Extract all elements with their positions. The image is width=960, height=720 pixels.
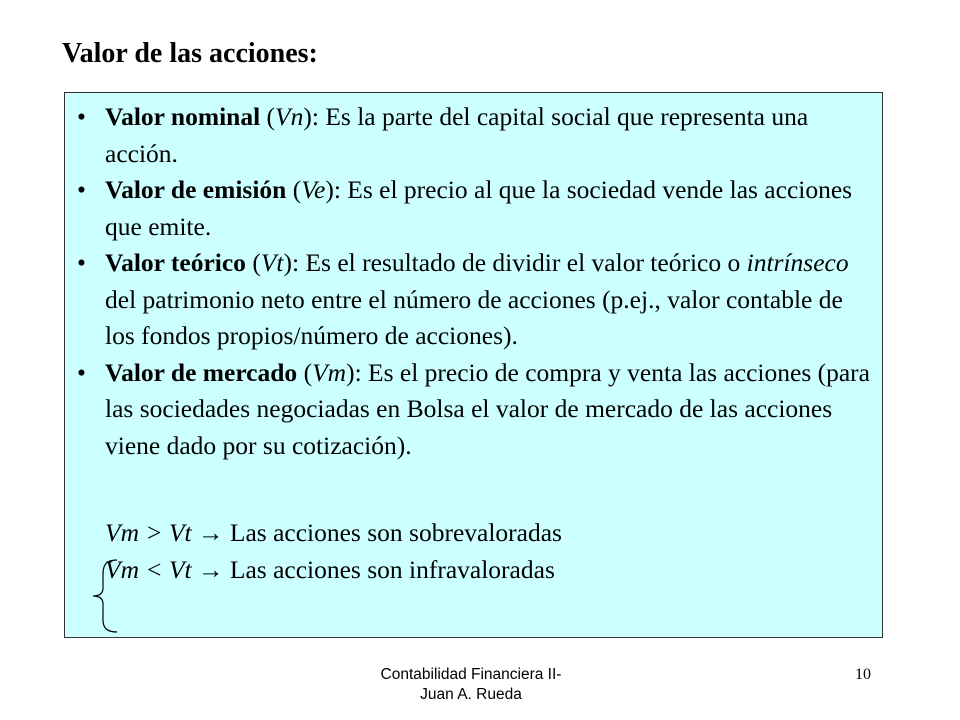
bullet-valor-emision: • Valor de emisión (Ve): Es el precio al que la sociedad vende las acciones que emite. (75, 172, 875, 245)
left-brace-icon (83, 558, 119, 634)
bullet-valor-teorico: • Valor teórico (Vt): Es el resultado de dividir el valor teórico o intrínseco del patrimonio neto entre el número de acciones (p.ej., valor contable de los fondos propios/número de acciones). (75, 245, 875, 355)
bullet-icon: • (77, 102, 86, 131)
rule-undervalued: Vm < Vt → Las acciones son infravaloradas (105, 554, 555, 584)
rule-overvalued: Vm > Vt → Las acciones son sobrevaloradas (105, 518, 562, 547)
slide-title: Valor de las acciones: (62, 38, 318, 69)
bullet-valor-mercado: • Valor de mercado (Vm): Es el precio de compra y venta las acciones (para las sociedades negociadas en Bolsa el valor de mercado de las acciones viene dado por su cotización). (75, 355, 875, 465)
bullet-valor-nominal: • Valor nominal (Vn): Es la parte del capital social que representa una acción. (75, 99, 875, 172)
bullet-icon: • (77, 175, 86, 204)
bullet-icon: • (77, 357, 86, 387)
footer-credit: Contabilidad Financiera II- Juan A. Rueda (380, 666, 562, 703)
content-box (64, 92, 883, 638)
bullet-list (75, 99, 875, 464)
page-number: 10 (855, 666, 871, 683)
arrow-right-icon: → (198, 554, 224, 584)
bullet-icon: • (77, 248, 86, 277)
arrow-right-icon: → (198, 518, 224, 547)
